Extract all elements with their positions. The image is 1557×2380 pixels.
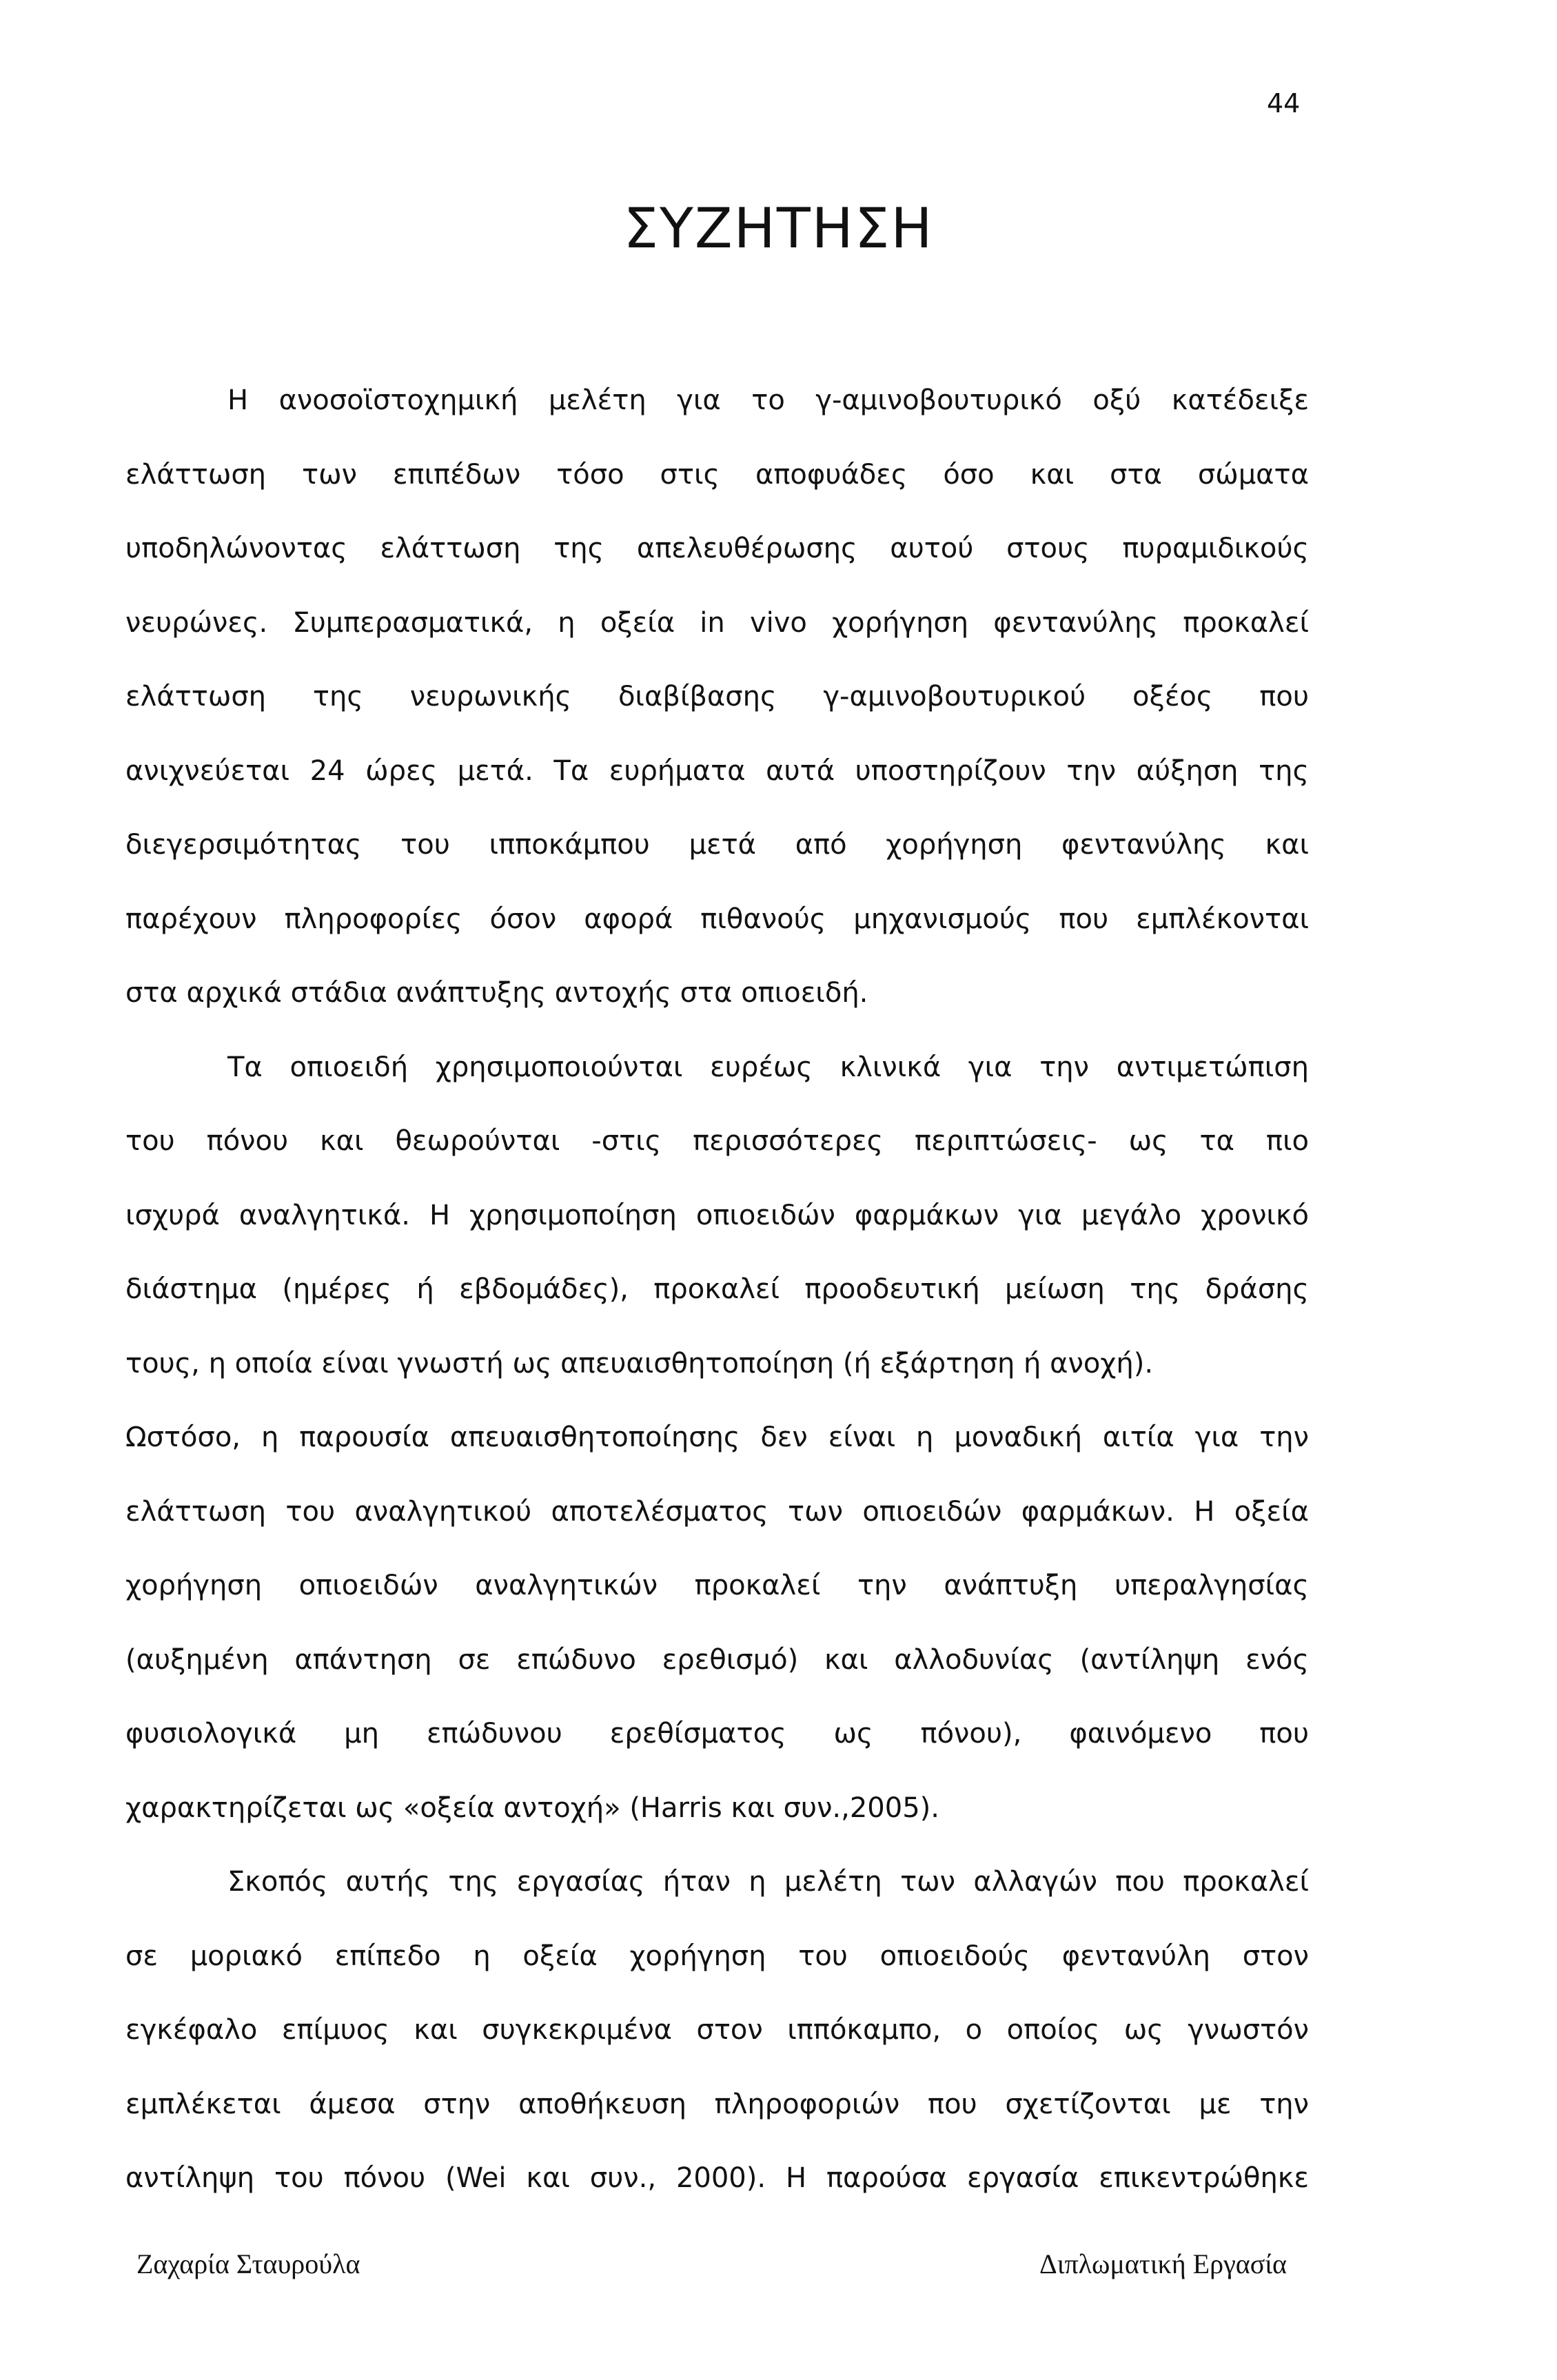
text-line: ελάττωση του αναλγητικού αποτελέσματος των οπιοειδών φαρμάκων. Η οξεία (125, 1495, 1309, 1528)
page-number: 44 (1267, 88, 1301, 119)
text-line: ελάττωση των επιπέδων τόσο στις αποφυάδες όσο και στα σώματα (125, 458, 1309, 491)
text-line: φυσιολογικά μη επώδυνου ερεθίσματος ως πόνου), φαινόμενο που (125, 1718, 1309, 1750)
text-line: Η ανοσοϊστοχημική μελέτη για το γ-αμινοβουτυρικό οξύ κατέδειξε (227, 384, 1309, 416)
text-line: Τα οπιοειδή χρησιμοποιούνται ευρέως κλινικά για την αντιμετώπιση (227, 1051, 1309, 1083)
footer-author: Ζαχαρία Σταυρούλα (136, 2248, 360, 2279)
text-line: διάστημα (ημέρες ή εβδομάδες), προκαλεί προοδευτική μείωση της δράσης (125, 1273, 1309, 1305)
text-line: χαρακτηρίζεται ως «οξεία αντοχή» (Harris και συν.,2005). (125, 1792, 939, 1824)
text-line: Σκοπός αυτής της εργασίας ήταν η μελέτη των αλλαγών που προκαλεί (227, 1866, 1309, 1898)
body-text (125, 364, 1309, 2216)
text-line: υποδηλώνοντας ελάττωση της απελευθέρωσης αυτού στους πυραμιδικούς (125, 533, 1309, 564)
text-line: ανιχνεύεται 24 ώρες μετά. Τα ευρήματα αυτά υποστηρίζουν την αύξηση της (125, 755, 1309, 787)
text-line: Ωστόσο, η παρουσία απευαισθητοποίησης δεν είναι η μοναδική αιτία για την (125, 1422, 1309, 1453)
text-line: παρέχουν πληροφορίες όσον αφορά πιθανούς μηχανισμούς που εμπλέκονται (125, 903, 1309, 935)
footer-document-type: Διπλωματική Εργασία (1039, 2248, 1287, 2279)
text-line: εγκέφαλο επίμυος και συγκεκριμένα στον ιππόκαμπο, ο οποίος ως γνωστόν (125, 2014, 1309, 2046)
text-line: διεγερσιμότητας του ιπποκάμπου μετά από χορήγηση φεντανύλης και (125, 829, 1309, 861)
text-line: του πόνου και θεωρούνται -στις περισσότερες περιπτώσεις- ως τα πιο (125, 1125, 1309, 1157)
text-line: στα αρχικά στάδια ανάπτυξης αντοχής στα οπιοειδή. (125, 977, 868, 1009)
text-line: τους, η οποία είναι γνωστή ως απευαισθητοποίηση (ή εξάρτηση ή ανοχή). (125, 1347, 1154, 1379)
text-line: (αυξημένη απάντηση σε επώδυνο ερεθισμό) και αλλοδυνίας (αντίληψη ενός (125, 1643, 1309, 1676)
text-line: ελάττωση της νευρωνικής διαβίβασης γ-αμινοβουτυρικού οξέος που (125, 681, 1309, 712)
section-heading: ΣΥΖΗΤΗΣΗ (623, 196, 934, 260)
text-line: ισχυρά αναλγητικά. Η χρησιμοποίηση οπιοειδών φαρμάκων για μεγάλο χρονικό (125, 1199, 1309, 1231)
text-line: χορήγηση οπιοειδών αναλγητικών προκαλεί την ανάπτυξη υπεραλγησίας (125, 1570, 1309, 1601)
text-line: εμπλέκεται άμεσα στην αποθήκευση πληροφοριών που σχετίζονται με την (125, 2088, 1309, 2120)
text-line: νευρώνες. Συμπερασματικά, η οξεία in vivo χορήγηση φεντανύλης προκαλεί (125, 606, 1309, 639)
text-line: σε μοριακό επίπεδο η οξεία χορήγηση του οπιοειδούς φεντανύλη στον (125, 1940, 1309, 1972)
text-line: αντίληψη του πόνου (Wei και συν., 2000). Η παρούσα εργασία επικεντρώθηκε (125, 2162, 1309, 2194)
